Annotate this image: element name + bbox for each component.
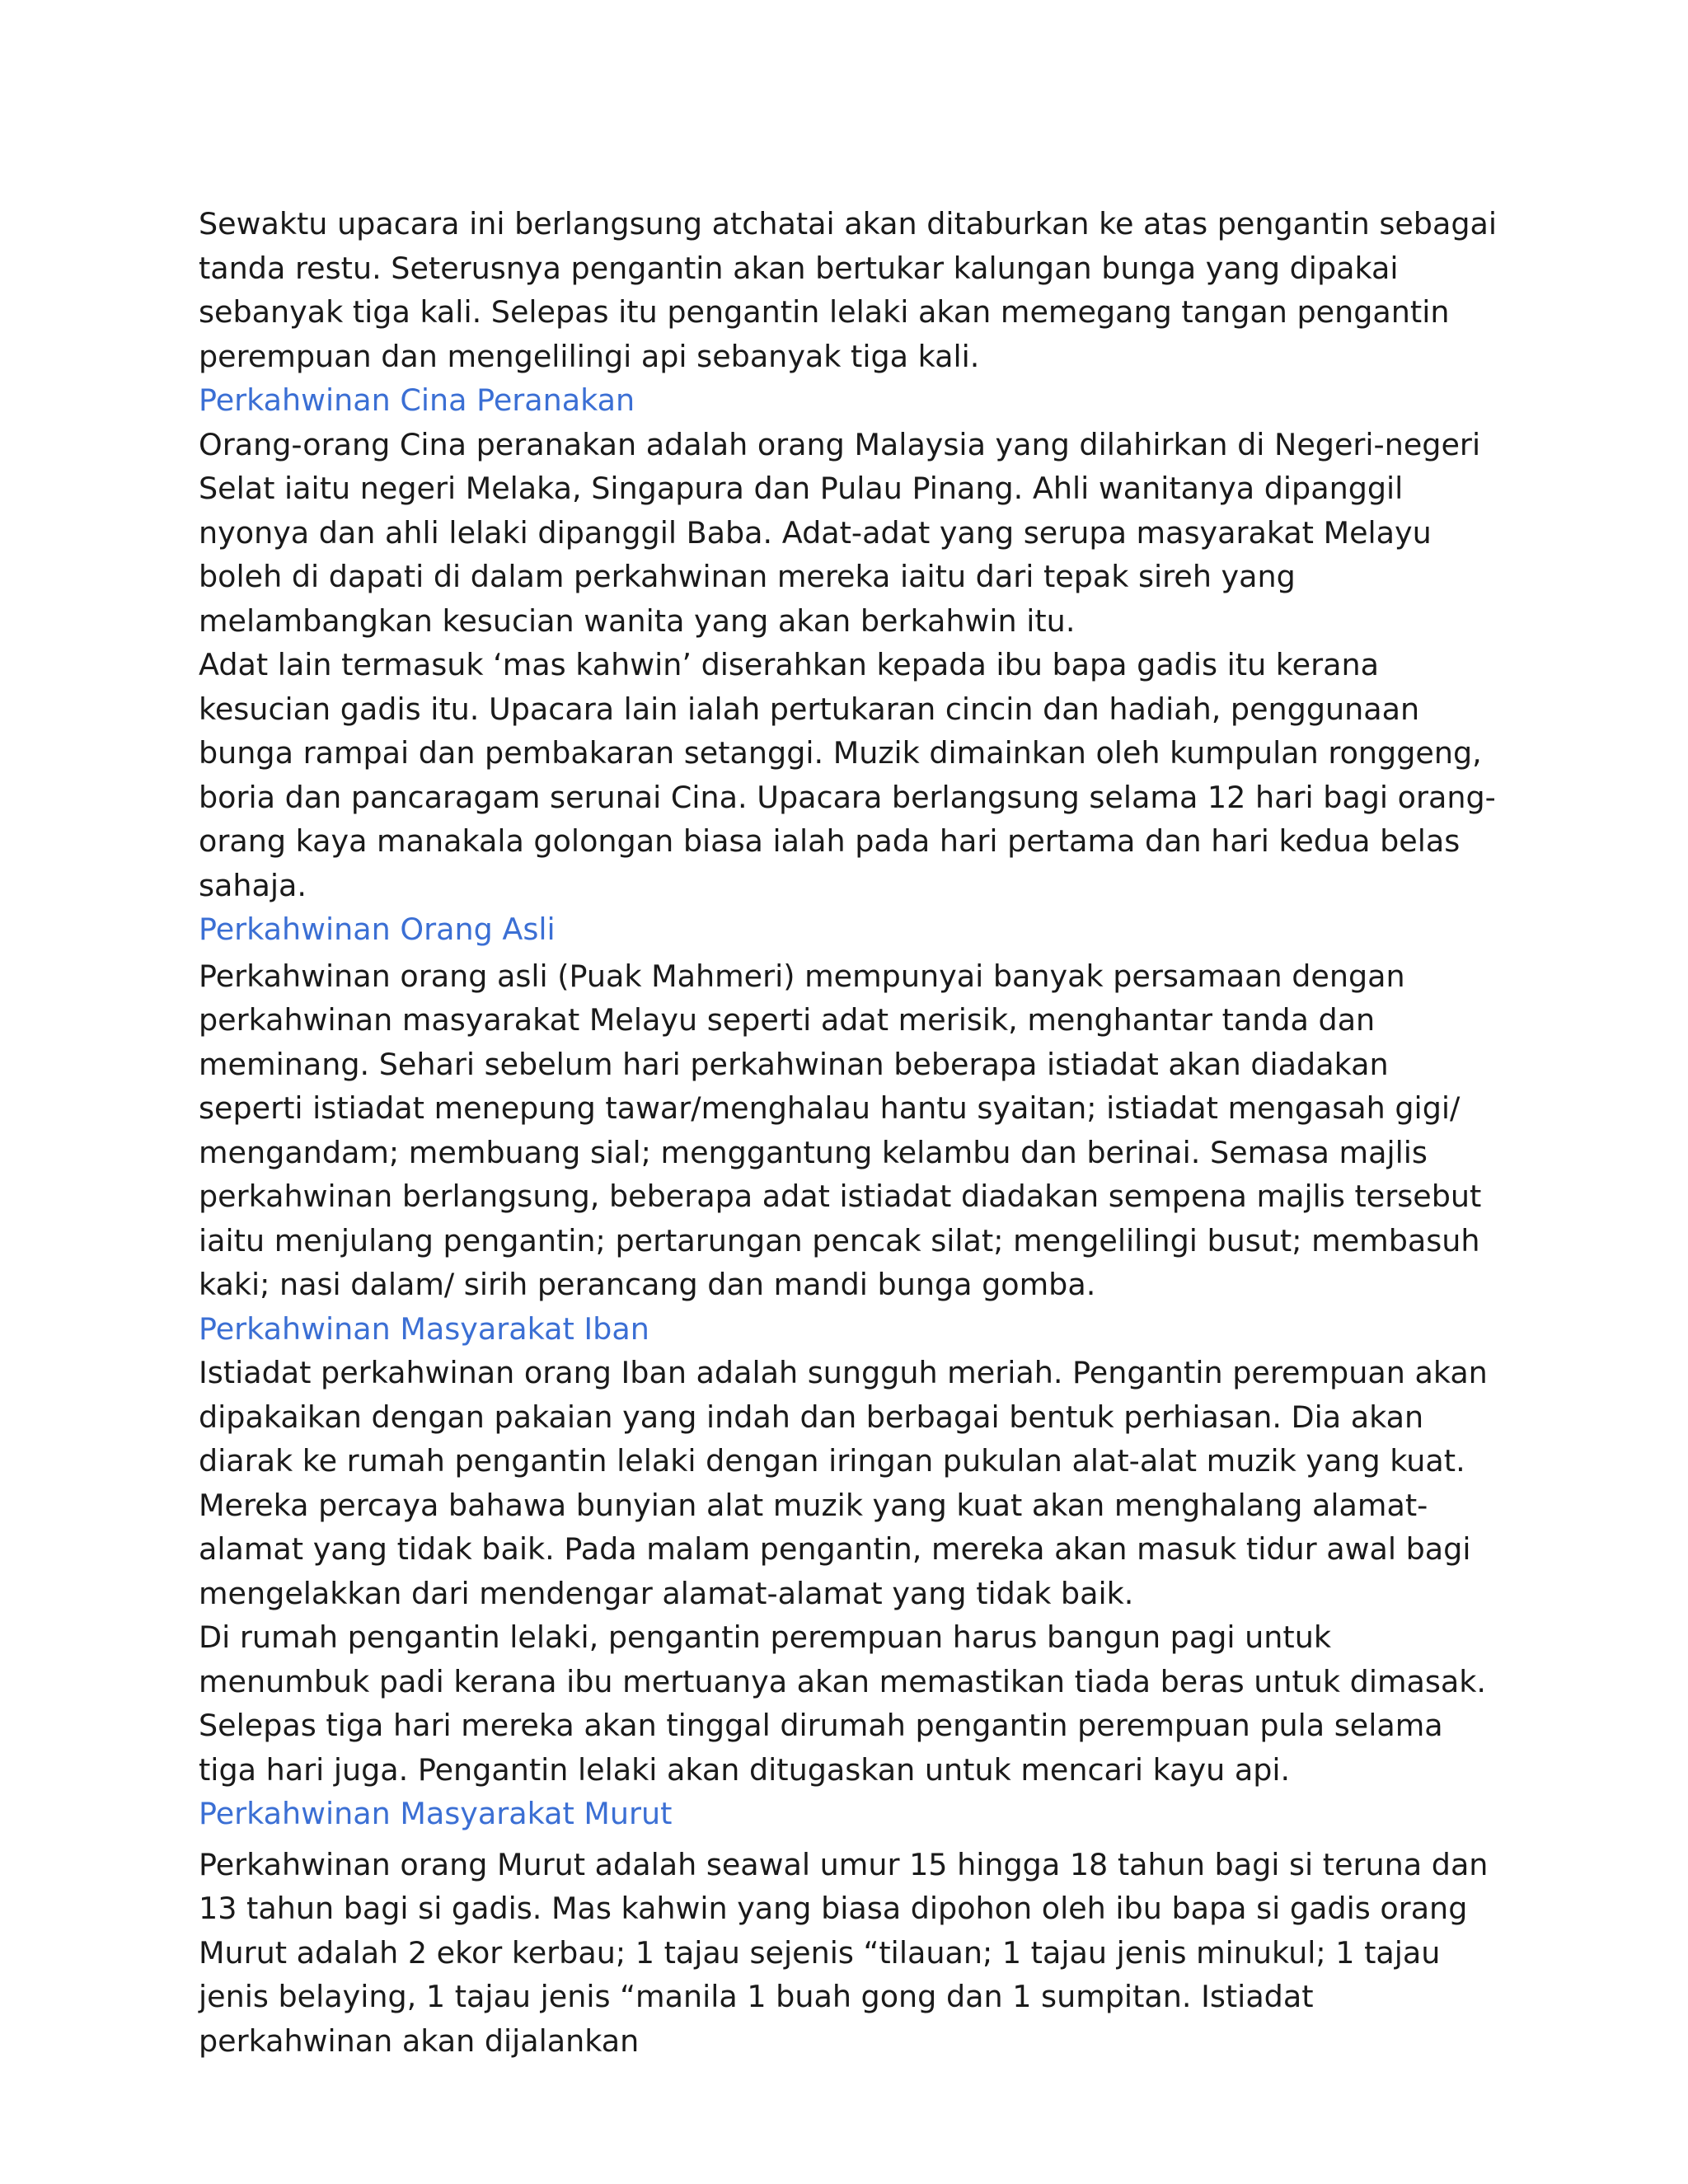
paragraph-murut: Perkahwinan orang Murut adalah seawal umur 15 hingga 18 tahun bagi si teruna dan 13 tahun bagi si gadis. Mas kahwin yang biasa dipohon oleh ibu bapa si gadis orang Murut adalah 2 ekor kerbau; 1 tajau sejenis “tilauan; 1 tajau jenis minukul; 1 tajau jenis belaying, 1 tajau jenis “manila 1 buah gong dan 1 sumpitan. Istiadat perkahwinan akan dijalankan <box>199 1846 1489 2059</box>
heading-masyarakat-iban: Perkahwinan Masyarakat Iban <box>199 1310 649 1347</box>
heading-cina-peranakan: Perkahwinan Cina Peranakan <box>199 382 635 418</box>
paragraph-cina-peranakan-intro: Orang-orang Cina peranakan adalah orang Malaysia yang dilahirkan di Negeri-negeri Selat iaitu negeri Melaka, Singapura dan Pulau Pinang. Ahli wanitanya dipanggil nyonya dan ahli lelaki dipanggil Baba. Adat-adat yang serupa masyarakat Melayu boleh di dapati di dalam perkahwinan mereka iaitu dari tepak sireh yang melambangkan kesucian wanita yang akan berkahwin itu. <box>199 426 1481 639</box>
paragraph-iban-istiadat: Istiadat perkahwinan orang Iban adalah sungguh meriah. Pengantin perempuan akan dipakaikan dengan pakaian yang indah dan berbagai bentuk perhiasan. Dia akan diarak ke rumah pengantin lelaki dengan iringan pukulan alat-alat muzik yang kuat. Mereka percaya bahawa bunyian alat muzik yang kuat akan menghalang alamat-alamat yang tidak baik. Pada malam pengantin, mereka akan masuk tidur awal bagi mengelakkan dari mendengar alamat-alamat yang tidak baik. <box>199 1355 1488 1611</box>
paragraph-cina-peranakan-adat: Adat lain termasuk ‘mas kahwin’ diserahkan kepada ibu bapa gadis itu kerana kesucian gadis itu. Upacara lain ialah pertukaran cincin dan hadiah, penggunaan bunga rampai dan pembakaran setanggi. Muzik dimainkan oleh kumpulan ronggeng, boria dan pancaragam serunai Cina. Upacara berlangsung selama 12 hari bagi orang-orang kaya manakala golongan biasa ialah pada hari pertama dan hari kedua belas sahaja. <box>199 647 1496 903</box>
paragraph-orang-asli: Perkahwinan orang asli (Puak Mahmeri) mempunyai banyak persamaan dengan perkahwinan masyarakat Melayu seperti adat merisik, menghantar tanda dan meminang. Sehari sebelum hari perkahwinan beberapa istiadat akan diadakan seperti istiadat menepung tawar/menghalau hantu syaitan; istiadat mengasah gigi/ mengandam; membuang sial; menggantung kelambu dan berinai. Semasa majlis perkahwinan berlangsung, beberapa adat istiadat diadakan sempena majlis tersebut iaitu menjulang pengantin; pertarungan pencak silat; mengelilingi busut; membasuh kaki; nasi dalam/ sirih perancang dan mandi bunga gomba. <box>199 958 1482 1302</box>
heading-masyarakat-murut: Perkahwinan Masyarakat Murut <box>199 1796 673 1831</box>
heading-orang-asli: Perkahwinan Orang Asli <box>199 912 556 947</box>
document-page <box>199 202 1501 2063</box>
paragraph-iban-rumah: Di rumah pengantin lelaki, pengantin perempuan harus bangun pagi untuk menumbuk padi kerana ibu mertuanya akan memastikan tiada beras untuk dimasak. Selepas tiga hari mereka akan tinggal dirumah pengantin perempuan pula selama tiga hari juga. Pengantin lelaki akan ditugaskan untuk mencari kayu api. <box>199 1619 1487 1788</box>
paragraph-upacara-restu: Sewaktu upacara ini berlangsung atchatai akan ditaburkan ke atas pengantin sebagai tanda restu. Seterusnya pengantin akan bertukar kalungan bunga yang dipakai sebanyak tiga kali. Selepas itu pengantin lelaki akan memegang tangan pengantin perempuan dan mengelilingi api sebanyak tiga kali. <box>199 206 1498 374</box>
